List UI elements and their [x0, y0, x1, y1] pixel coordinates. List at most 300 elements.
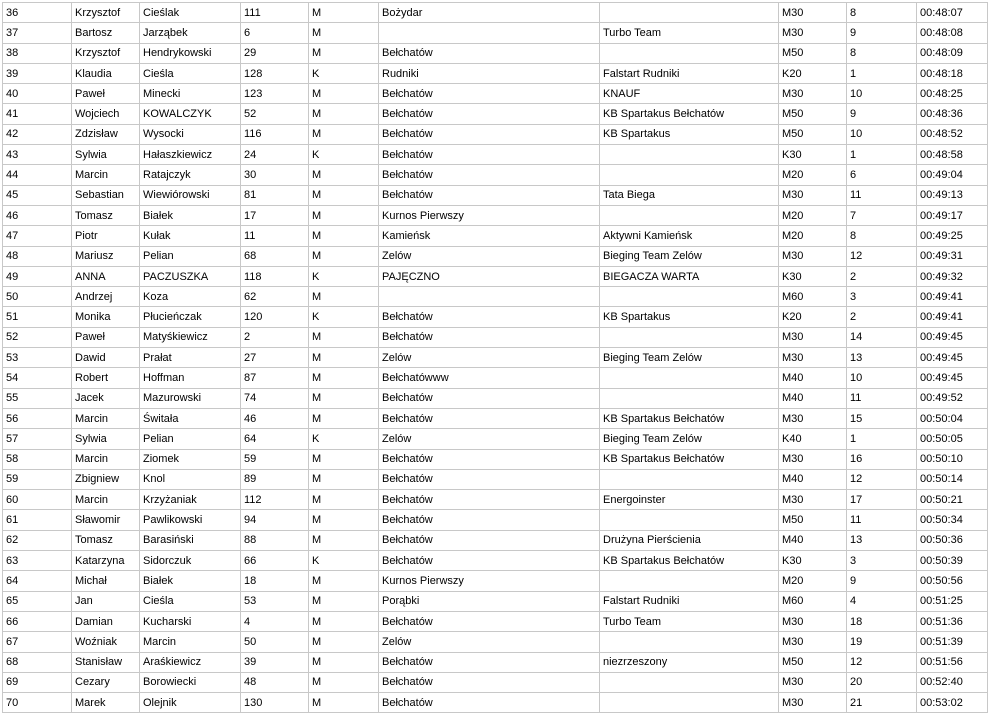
category-place-cell: 15 — [847, 408, 917, 428]
time-cell: 00:49:41 — [917, 287, 988, 307]
place-cell: 43 — [3, 145, 72, 165]
category-cell: M60 — [779, 287, 847, 307]
club-cell: KB Spartakus Bełchatów — [600, 449, 779, 469]
category-place-cell: 6 — [847, 165, 917, 185]
category-cell: M30 — [779, 672, 847, 692]
bib-number-cell: 6 — [241, 23, 309, 43]
last-name-cell: Hendrykowski — [140, 43, 241, 63]
last-name-cell: Białek — [140, 571, 241, 591]
club-cell: Turbo Team — [600, 23, 779, 43]
sex-cell: M — [309, 408, 379, 428]
last-name-cell: Białek — [140, 205, 241, 225]
bib-number-cell: 64 — [241, 429, 309, 449]
category-place-cell: 4 — [847, 591, 917, 611]
club-cell — [600, 693, 779, 713]
last-name-cell: Cieśla — [140, 63, 241, 83]
sex-cell: M — [309, 43, 379, 63]
time-cell: 00:50:56 — [917, 571, 988, 591]
time-cell: 00:50:34 — [917, 510, 988, 530]
bib-number-cell: 128 — [241, 63, 309, 83]
place-cell: 39 — [3, 63, 72, 83]
first-name-cell: Monika — [72, 307, 140, 327]
table-row — [3, 84, 988, 104]
category-cell: M40 — [779, 368, 847, 388]
table-row — [3, 449, 988, 469]
club-cell: Falstart Rudniki — [600, 591, 779, 611]
club-cell: KB Spartakus — [600, 307, 779, 327]
last-name-cell: Minecki — [140, 84, 241, 104]
table-row — [3, 408, 988, 428]
club-cell: BIEGACZA WARTA — [600, 266, 779, 286]
sex-cell: K — [309, 145, 379, 165]
first-name-cell: Zdzisław — [72, 124, 140, 144]
first-name-cell: Wojciech — [72, 104, 140, 124]
time-cell: 00:50:14 — [917, 469, 988, 489]
category-place-cell: 9 — [847, 104, 917, 124]
first-name-cell: Tomasz — [72, 530, 140, 550]
table-row — [3, 693, 988, 713]
place-cell: 56 — [3, 408, 72, 428]
time-cell: 00:52:40 — [917, 672, 988, 692]
city-cell: Bełchatów — [379, 165, 600, 185]
category-place-cell: 7 — [847, 205, 917, 225]
city-cell: Bełchatów — [379, 611, 600, 631]
first-name-cell: Sebastian — [72, 185, 140, 205]
city-cell: Bełchatów — [379, 490, 600, 510]
time-cell: 00:50:21 — [917, 490, 988, 510]
sex-cell: M — [309, 23, 379, 43]
bib-number-cell: 46 — [241, 408, 309, 428]
table-row — [3, 307, 988, 327]
city-cell: Kurnos Pierwszy — [379, 205, 600, 225]
place-cell: 41 — [3, 104, 72, 124]
first-name-cell: Damian — [72, 611, 140, 631]
bib-number-cell: 30 — [241, 165, 309, 185]
bib-number-cell: 17 — [241, 205, 309, 225]
city-cell: Zelów — [379, 632, 600, 652]
bib-number-cell: 11 — [241, 226, 309, 246]
first-name-cell: Krzysztof — [72, 43, 140, 63]
time-cell: 00:48:09 — [917, 43, 988, 63]
category-place-cell: 16 — [847, 449, 917, 469]
bib-number-cell: 116 — [241, 124, 309, 144]
place-cell: 53 — [3, 348, 72, 368]
category-place-cell: 14 — [847, 327, 917, 347]
sex-cell: M — [309, 591, 379, 611]
place-cell: 37 — [3, 23, 72, 43]
bib-number-cell: 88 — [241, 530, 309, 550]
sex-cell: M — [309, 327, 379, 347]
first-name-cell: Marek — [72, 693, 140, 713]
table-row — [3, 490, 988, 510]
first-name-cell: Cezary — [72, 672, 140, 692]
bib-number-cell: 74 — [241, 388, 309, 408]
sex-cell: M — [309, 124, 379, 144]
table-row — [3, 591, 988, 611]
club-cell: KB Spartakus Bełchatów — [600, 551, 779, 571]
time-cell: 00:48:08 — [917, 23, 988, 43]
club-cell — [600, 368, 779, 388]
city-cell: Bełchatów — [379, 469, 600, 489]
city-cell: Bełchatów — [379, 449, 600, 469]
last-name-cell: Cieślak — [140, 3, 241, 23]
club-cell — [600, 388, 779, 408]
club-cell — [600, 165, 779, 185]
category-place-cell: 10 — [847, 368, 917, 388]
category-place-cell: 11 — [847, 185, 917, 205]
club-cell: Bieging Team Zelów — [600, 429, 779, 449]
first-name-cell: Marcin — [72, 165, 140, 185]
club-cell — [600, 510, 779, 530]
sex-cell: M — [309, 652, 379, 672]
category-cell: M30 — [779, 611, 847, 631]
time-cell: 00:49:04 — [917, 165, 988, 185]
category-cell: K30 — [779, 266, 847, 286]
category-cell: M40 — [779, 469, 847, 489]
city-cell: Bełchatów — [379, 551, 600, 571]
category-place-cell: 10 — [847, 124, 917, 144]
category-cell: M30 — [779, 185, 847, 205]
category-place-cell: 8 — [847, 3, 917, 23]
last-name-cell: Borowiecki — [140, 672, 241, 692]
place-cell: 48 — [3, 246, 72, 266]
time-cell: 00:50:39 — [917, 551, 988, 571]
first-name-cell: Katarzyna — [72, 551, 140, 571]
time-cell: 00:49:45 — [917, 348, 988, 368]
first-name-cell: Sylwia — [72, 429, 140, 449]
bib-number-cell: 53 — [241, 591, 309, 611]
category-cell: M40 — [779, 388, 847, 408]
city-cell: Bełchatów — [379, 510, 600, 530]
first-name-cell: Robert — [72, 368, 140, 388]
place-cell: 65 — [3, 591, 72, 611]
club-cell — [600, 632, 779, 652]
club-cell — [600, 3, 779, 23]
place-cell: 50 — [3, 287, 72, 307]
bib-number-cell: 123 — [241, 84, 309, 104]
table-row — [3, 205, 988, 225]
place-cell: 69 — [3, 672, 72, 692]
place-cell: 46 — [3, 205, 72, 225]
table-row — [3, 3, 988, 23]
time-cell: 00:48:18 — [917, 63, 988, 83]
sex-cell: M — [309, 672, 379, 692]
category-place-cell: 21 — [847, 693, 917, 713]
category-place-cell: 12 — [847, 246, 917, 266]
place-cell: 44 — [3, 165, 72, 185]
bib-number-cell: 27 — [241, 348, 309, 368]
category-cell: K20 — [779, 307, 847, 327]
last-name-cell: Świtała — [140, 408, 241, 428]
last-name-cell: Mazurowski — [140, 388, 241, 408]
bib-number-cell: 81 — [241, 185, 309, 205]
category-place-cell: 9 — [847, 23, 917, 43]
bib-number-cell: 24 — [241, 145, 309, 165]
club-cell: niezrzeszony — [600, 652, 779, 672]
city-cell: Bełchatów — [379, 185, 600, 205]
place-cell: 45 — [3, 185, 72, 205]
sex-cell: K — [309, 551, 379, 571]
city-cell: Kurnos Pierwszy — [379, 571, 600, 591]
last-name-cell: Kułak — [140, 226, 241, 246]
club-cell — [600, 205, 779, 225]
last-name-cell: Pelian — [140, 429, 241, 449]
category-place-cell: 13 — [847, 348, 917, 368]
place-cell: 55 — [3, 388, 72, 408]
sex-cell: M — [309, 530, 379, 550]
city-cell: Bełchatów — [379, 104, 600, 124]
bib-number-cell: 94 — [241, 510, 309, 530]
city-cell: Bełchatów — [379, 307, 600, 327]
time-cell: 00:51:36 — [917, 611, 988, 631]
first-name-cell: Klaudia — [72, 63, 140, 83]
time-cell: 00:49:31 — [917, 246, 988, 266]
time-cell: 00:50:04 — [917, 408, 988, 428]
time-cell: 00:49:45 — [917, 368, 988, 388]
time-cell: 00:49:41 — [917, 307, 988, 327]
sex-cell: M — [309, 510, 379, 530]
table-row — [3, 611, 988, 631]
place-cell: 67 — [3, 632, 72, 652]
city-cell: Zelów — [379, 348, 600, 368]
bib-number-cell: 62 — [241, 287, 309, 307]
category-cell: M30 — [779, 693, 847, 713]
category-place-cell: 12 — [847, 469, 917, 489]
first-name-cell: Sylwia — [72, 145, 140, 165]
place-cell: 47 — [3, 226, 72, 246]
table-row — [3, 632, 988, 652]
first-name-cell: Zbigniew — [72, 469, 140, 489]
time-cell: 00:49:32 — [917, 266, 988, 286]
bib-number-cell: 87 — [241, 368, 309, 388]
city-cell: Bełchatówww — [379, 368, 600, 388]
club-cell — [600, 327, 779, 347]
first-name-cell: Stanisław — [72, 652, 140, 672]
last-name-cell: Olejnik — [140, 693, 241, 713]
table-row — [3, 104, 988, 124]
last-name-cell: Wiewiórowski — [140, 185, 241, 205]
club-cell — [600, 672, 779, 692]
table-row — [3, 246, 988, 266]
bib-number-cell: 89 — [241, 469, 309, 489]
category-cell: M50 — [779, 510, 847, 530]
category-cell: M50 — [779, 104, 847, 124]
club-cell — [600, 43, 779, 63]
category-cell: M60 — [779, 591, 847, 611]
time-cell: 00:49:25 — [917, 226, 988, 246]
last-name-cell: Ziomek — [140, 449, 241, 469]
place-cell: 51 — [3, 307, 72, 327]
last-name-cell: Krzyżaniak — [140, 490, 241, 510]
time-cell: 00:48:52 — [917, 124, 988, 144]
category-cell: M30 — [779, 408, 847, 428]
last-name-cell: Jarząbek — [140, 23, 241, 43]
bib-number-cell: 2 — [241, 327, 309, 347]
last-name-cell: Sidorczuk — [140, 551, 241, 571]
category-cell: M50 — [779, 652, 847, 672]
club-cell: Turbo Team — [600, 611, 779, 631]
time-cell: 00:50:10 — [917, 449, 988, 469]
category-place-cell: 11 — [847, 388, 917, 408]
sex-cell: M — [309, 205, 379, 225]
category-place-cell: 8 — [847, 226, 917, 246]
place-cell: 68 — [3, 652, 72, 672]
category-cell: M50 — [779, 43, 847, 63]
category-place-cell: 3 — [847, 287, 917, 307]
table-row — [3, 165, 988, 185]
city-cell: Zelów — [379, 429, 600, 449]
table-row — [3, 571, 988, 591]
table-row — [3, 43, 988, 63]
category-cell: M40 — [779, 530, 847, 550]
club-cell — [600, 571, 779, 591]
sex-cell: M — [309, 693, 379, 713]
time-cell: 00:51:25 — [917, 591, 988, 611]
bib-number-cell: 50 — [241, 632, 309, 652]
sex-cell: M — [309, 104, 379, 124]
bib-number-cell: 4 — [241, 611, 309, 631]
place-cell: 70 — [3, 693, 72, 713]
place-cell: 52 — [3, 327, 72, 347]
category-cell: K30 — [779, 551, 847, 571]
table-row — [3, 388, 988, 408]
club-cell: KB Spartakus Bełchatów — [600, 104, 779, 124]
city-cell: Bełchatów — [379, 43, 600, 63]
category-place-cell: 8 — [847, 43, 917, 63]
table-row — [3, 510, 988, 530]
bib-number-cell: 130 — [241, 693, 309, 713]
category-cell: M30 — [779, 246, 847, 266]
bib-number-cell: 68 — [241, 246, 309, 266]
table-row — [3, 266, 988, 286]
last-name-cell: Koza — [140, 287, 241, 307]
place-cell: 60 — [3, 490, 72, 510]
club-cell — [600, 287, 779, 307]
club-cell: Drużyna Pierścienia — [600, 530, 779, 550]
table-row — [3, 368, 988, 388]
sex-cell: M — [309, 611, 379, 631]
category-place-cell: 20 — [847, 672, 917, 692]
bib-number-cell: 48 — [241, 672, 309, 692]
club-cell — [600, 145, 779, 165]
first-name-cell: Mariusz — [72, 246, 140, 266]
time-cell: 00:48:07 — [917, 3, 988, 23]
first-name-cell: Woźniak — [72, 632, 140, 652]
city-cell: PAJĘCZNO — [379, 266, 600, 286]
sex-cell: M — [309, 348, 379, 368]
place-cell: 66 — [3, 611, 72, 631]
category-place-cell: 11 — [847, 510, 917, 530]
category-place-cell: 1 — [847, 145, 917, 165]
city-cell: Bełchatów — [379, 693, 600, 713]
club-cell: Tata Biega — [600, 185, 779, 205]
table-row — [3, 672, 988, 692]
category-place-cell: 2 — [847, 266, 917, 286]
category-cell: M30 — [779, 327, 847, 347]
time-cell: 00:51:56 — [917, 652, 988, 672]
club-cell: KB Spartakus — [600, 124, 779, 144]
category-cell: M20 — [779, 226, 847, 246]
club-cell: Falstart Rudniki — [600, 63, 779, 83]
category-cell: K40 — [779, 429, 847, 449]
category-cell: M20 — [779, 571, 847, 591]
club-cell: Bieging Team Zelów — [600, 348, 779, 368]
place-cell: 57 — [3, 429, 72, 449]
sex-cell: M — [309, 368, 379, 388]
category-place-cell: 12 — [847, 652, 917, 672]
table-row — [3, 226, 988, 246]
first-name-cell: Jan — [72, 591, 140, 611]
time-cell: 00:51:39 — [917, 632, 988, 652]
sex-cell: M — [309, 632, 379, 652]
category-cell: M30 — [779, 84, 847, 104]
category-cell: M20 — [779, 165, 847, 185]
category-place-cell: 3 — [847, 551, 917, 571]
place-cell: 58 — [3, 449, 72, 469]
club-cell: KB Spartakus Bełchatów — [600, 408, 779, 428]
bib-number-cell: 52 — [241, 104, 309, 124]
city-cell: Bełchatów — [379, 145, 600, 165]
city-cell: Bełchatów — [379, 124, 600, 144]
first-name-cell: Marcin — [72, 449, 140, 469]
first-name-cell: Marcin — [72, 408, 140, 428]
place-cell: 59 — [3, 469, 72, 489]
time-cell: 00:48:25 — [917, 84, 988, 104]
last-name-cell: Knol — [140, 469, 241, 489]
sex-cell: M — [309, 185, 379, 205]
last-name-cell: Araśkiewicz — [140, 652, 241, 672]
last-name-cell: Płucieńczak — [140, 307, 241, 327]
place-cell: 61 — [3, 510, 72, 530]
category-place-cell: 17 — [847, 490, 917, 510]
sex-cell: M — [309, 84, 379, 104]
club-cell: Bieging Team Zelów — [600, 246, 779, 266]
time-cell: 00:48:36 — [917, 104, 988, 124]
club-cell: Aktywni Kamieńsk — [600, 226, 779, 246]
city-cell: Bełchatów — [379, 84, 600, 104]
table-row — [3, 23, 988, 43]
category-cell: M30 — [779, 3, 847, 23]
first-name-cell: Jacek — [72, 388, 140, 408]
last-name-cell: Marcin — [140, 632, 241, 652]
sex-cell: K — [309, 307, 379, 327]
last-name-cell: PACZUSZKA — [140, 266, 241, 286]
city-cell — [379, 23, 600, 43]
first-name-cell: Dawid — [72, 348, 140, 368]
city-cell: Porąbki — [379, 591, 600, 611]
bib-number-cell: 59 — [241, 449, 309, 469]
category-place-cell: 9 — [847, 571, 917, 591]
sex-cell: M — [309, 226, 379, 246]
last-name-cell: Ratajczyk — [140, 165, 241, 185]
last-name-cell: Hoffman — [140, 368, 241, 388]
place-cell: 63 — [3, 551, 72, 571]
first-name-cell: Sławomir — [72, 510, 140, 530]
time-cell: 00:48:58 — [917, 145, 988, 165]
place-cell: 54 — [3, 368, 72, 388]
time-cell: 00:53:02 — [917, 693, 988, 713]
last-name-cell: Barasiński — [140, 530, 241, 550]
bib-number-cell: 39 — [241, 652, 309, 672]
sex-cell: M — [309, 571, 379, 591]
bib-number-cell: 120 — [241, 307, 309, 327]
last-name-cell: Kucharski — [140, 611, 241, 631]
place-cell: 40 — [3, 84, 72, 104]
city-cell: Bożydar — [379, 3, 600, 23]
last-name-cell: Cieśla — [140, 591, 241, 611]
sex-cell: M — [309, 388, 379, 408]
bib-number-cell: 29 — [241, 43, 309, 63]
